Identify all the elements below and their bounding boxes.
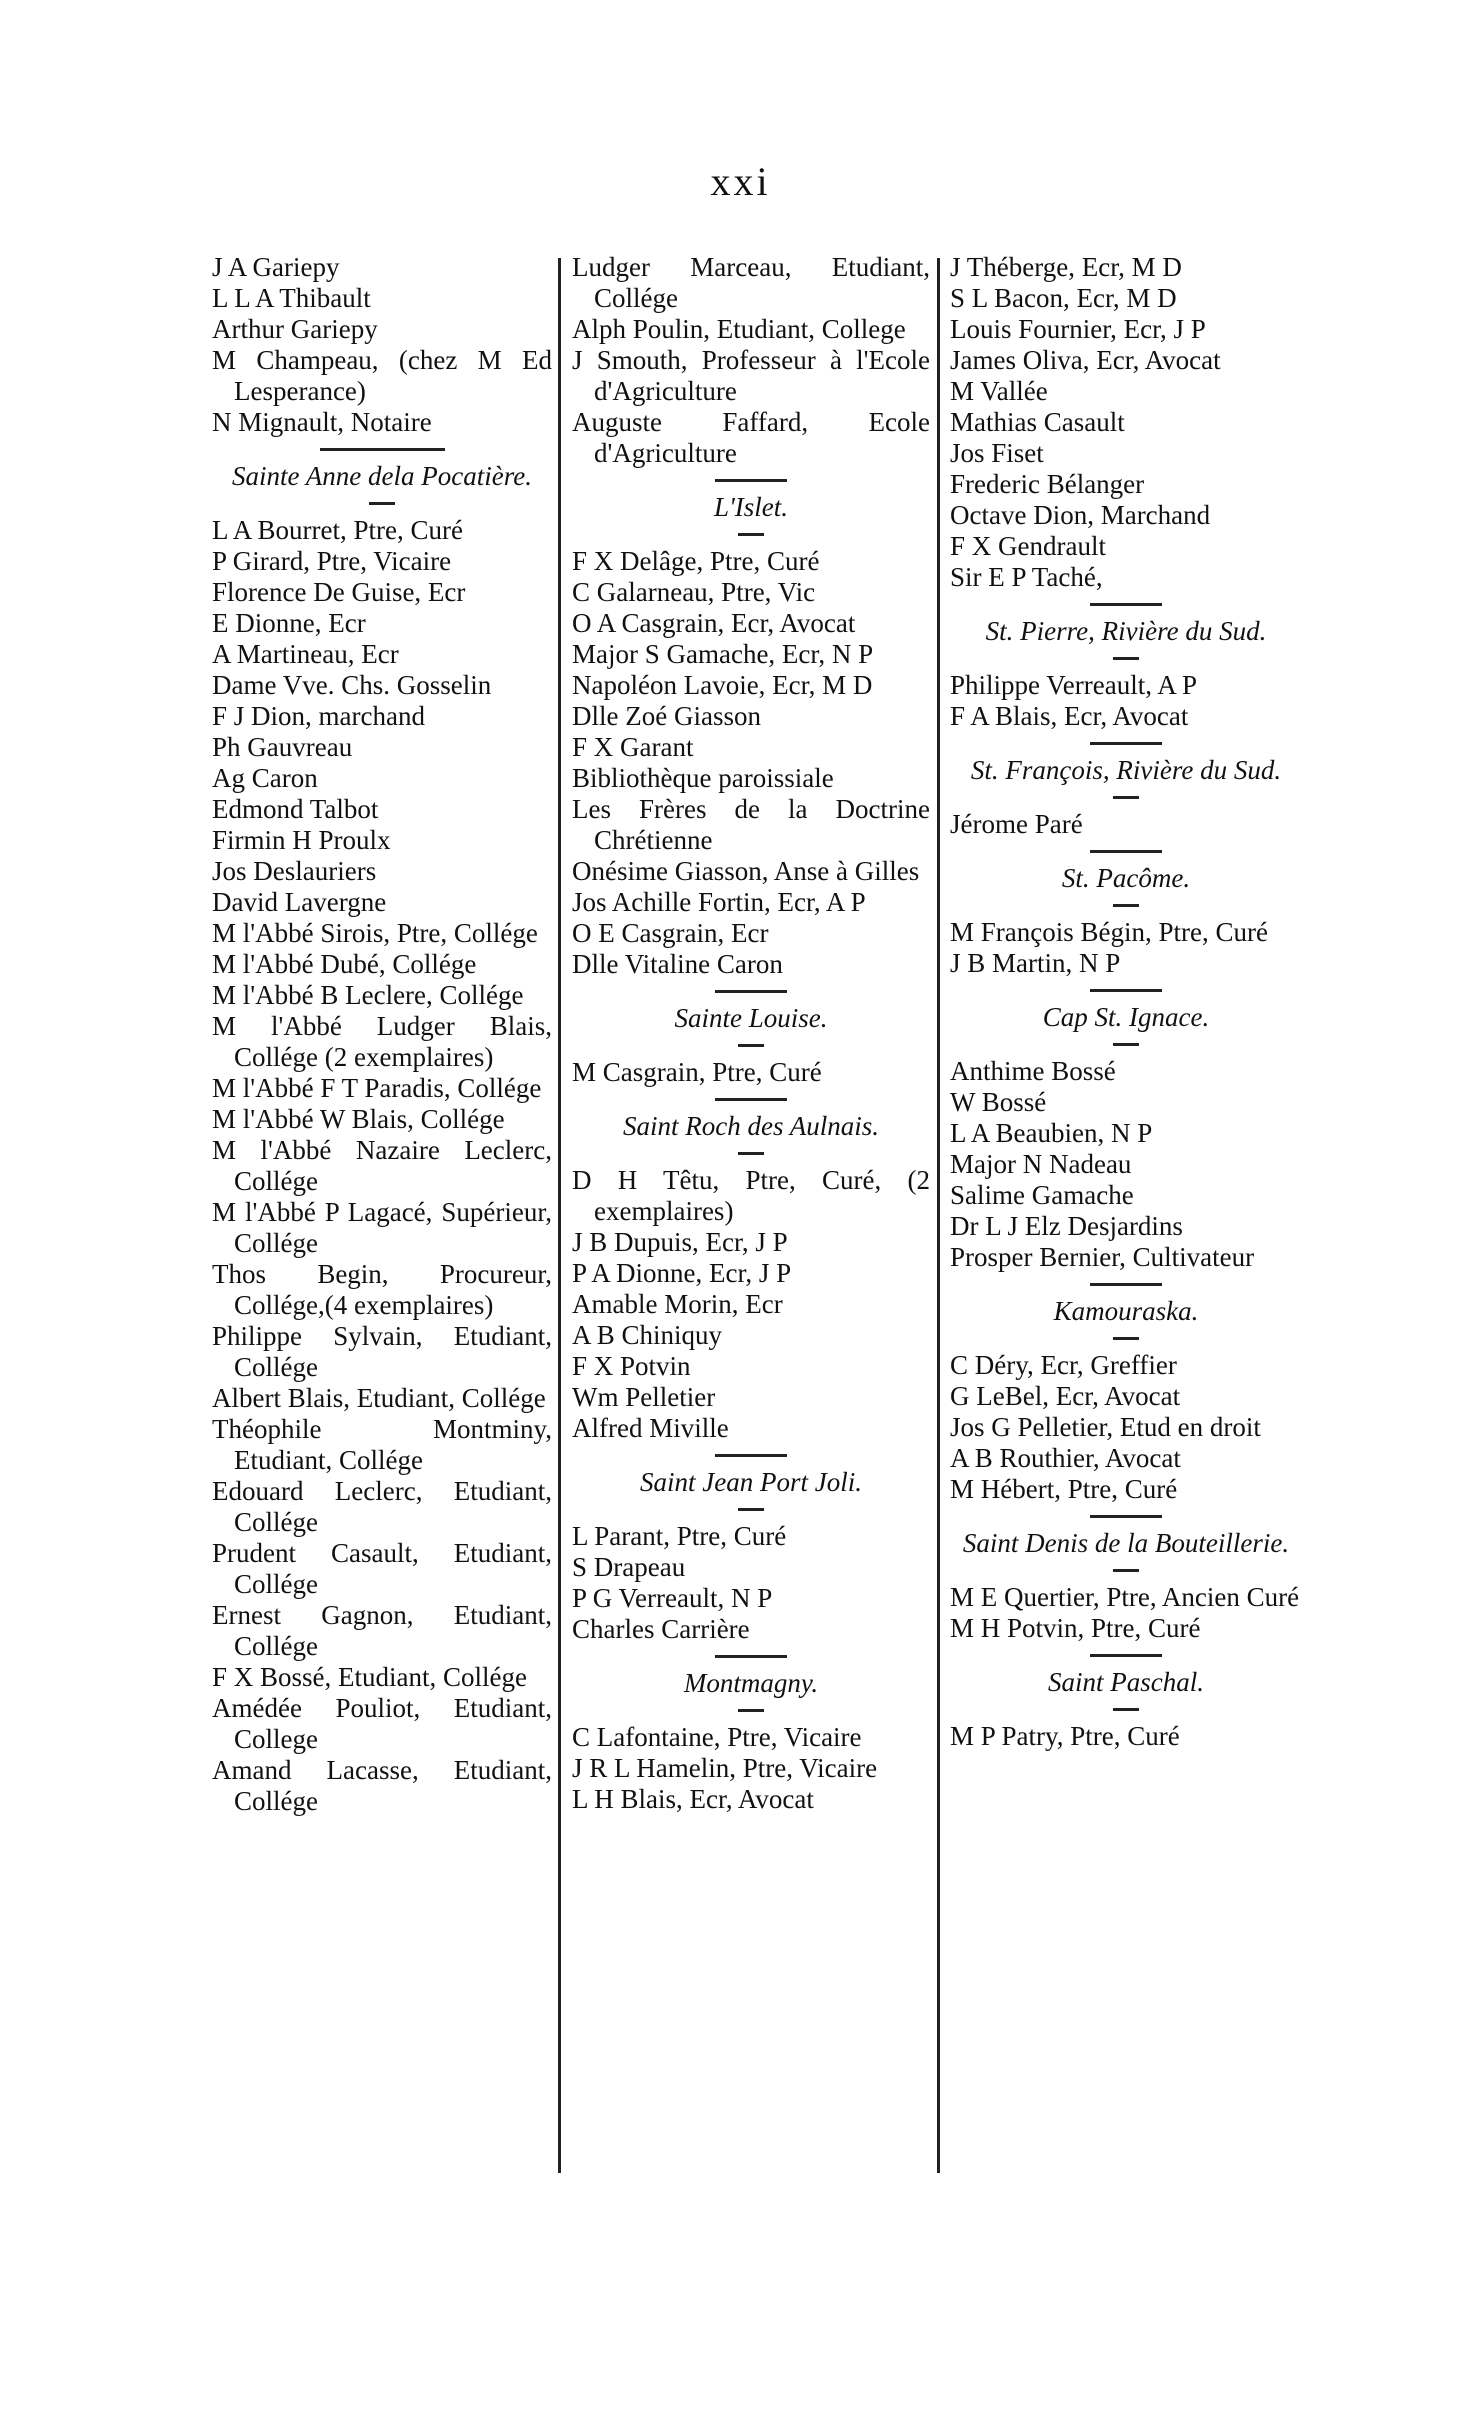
subscriber-entry: Ernest Gagnon, Etudiant, Collége (212, 1600, 552, 1661)
subscriber-entry: L L A Thibault (212, 283, 371, 313)
section-heading: Cap St. Ignace. (1042, 1002, 1210, 1032)
subscriber-entry: J Théberge, Ecr, M D (950, 252, 1182, 282)
subscriber-entry: A B Routhier, Avocat (950, 1443, 1181, 1473)
section-heading: Saint Jean Port Joli. (640, 1467, 862, 1497)
subscriber-entry: M P Patry, Ptre, Curé (950, 1721, 1180, 1751)
subscriber-entry: James Oliva, Ecr, Avocat (950, 345, 1221, 375)
subscriber-entry: Major N Nadeau (950, 1149, 1132, 1179)
subscriber-entry: M E Quertier, Ptre, Ancien Curé (950, 1582, 1300, 1612)
subscriber-entry: Edouard Leclerc, Etudiant, Collége (212, 1476, 552, 1537)
subscriber-entry: M Hébert, Ptre, Curé (950, 1474, 1178, 1504)
subscriber-entry: L A Beaubien, N P (950, 1118, 1153, 1148)
subscriber-entry: G LeBel, Ecr, Avocat (950, 1381, 1181, 1411)
heading-dash (738, 533, 764, 536)
heading-dash (738, 1152, 764, 1155)
subscriber-list (572, 1057, 930, 1088)
section-rule (1090, 603, 1162, 606)
subscriber-entry: Wm Pelletier (572, 1382, 716, 1412)
section-heading: Saint Paschal. (1048, 1667, 1204, 1697)
subscriber-entry: M l'Abbé Ludger Blais, Collége (2 exemplaires) (212, 1011, 552, 1072)
subscriber-entry: Frederic Bélanger (950, 469, 1145, 499)
subscriber-entry: Dame Vve. Chs. Gosselin (212, 670, 492, 700)
subscriber-entry: F X Delâge, Ptre, Curé (572, 546, 820, 576)
subscriber-entry: M Champeau, (chez M Ed Lesperance) (212, 345, 552, 406)
column-divider (558, 258, 561, 2173)
column-right (950, 252, 1302, 1752)
subscriber-entry: Anthime Bossé (950, 1056, 1116, 1086)
section-rule (715, 1098, 787, 1101)
heading-dash (738, 1044, 764, 1047)
subscriber-entry: Philippe Sylvain, Etudiant, Collége (212, 1321, 552, 1382)
subscriber-entry: Dr L J Elz Desjardins (950, 1211, 1183, 1241)
subscriber-entry: Major S Gamache, Ecr, N P (572, 639, 874, 669)
subscriber-list (212, 252, 552, 438)
section-rule (1090, 989, 1162, 992)
subscriber-list (572, 1521, 930, 1645)
section-heading: Montmagny. (683, 1668, 819, 1698)
section-rule (715, 1655, 787, 1658)
subscriber-entry: Jos Achille Fortin, Ecr, A P (572, 887, 866, 917)
subscriber-entry: L A Bourret, Ptre, Curé (212, 515, 463, 545)
subscriber-entry: M l'Abbé Sirois, Ptre, Collége (212, 918, 538, 948)
subscriber-entry: Onésime Giasson, Anse à Gilles (572, 856, 920, 886)
heading-dash (369, 502, 395, 505)
subscriber-entry: J B Martin, N P (950, 948, 1121, 978)
subscriber-entry: F A Blais, Ecr, Avocat (950, 701, 1189, 731)
section-heading: Saint Roch des Aulnais. (623, 1111, 879, 1141)
subscriber-list (950, 917, 1302, 979)
heading-dash (1113, 1708, 1139, 1711)
subscriber-entry: M l'Abbé P Lagacé, Supérieur, Collége (212, 1197, 552, 1258)
subscriber-entry: M François Bégin, Ptre, Curé (950, 917, 1268, 947)
heading-dash (1113, 1337, 1139, 1340)
heading-dash (1113, 657, 1139, 660)
subscriber-entry: Louis Fournier, Ecr, J P (950, 314, 1206, 344)
subscriber-entry: F X Potvin (572, 1351, 691, 1381)
section-heading: St. Pacôme. (1061, 863, 1191, 893)
subscriber-entry: M l'Abbé Nazaire Leclerc, Collége (212, 1135, 552, 1196)
section-rule (320, 448, 445, 451)
subscriber-list (572, 1165, 930, 1444)
section-rule (1090, 1283, 1162, 1286)
subscriber-entry: Théophile Montminy, Etudiant, Collége (212, 1414, 552, 1475)
subscriber-entry: Jérome Paré (950, 809, 1083, 839)
subscriber-entry: F J Dion, marchand (212, 701, 425, 731)
subscriber-list (950, 1721, 1302, 1752)
subscriber-list (950, 809, 1302, 840)
subscriber-entry: Prudent Casault, Etudiant, Collége (212, 1538, 552, 1599)
subscriber-entry: Alfred Miville (572, 1413, 729, 1443)
subscriber-entry: Napoléon Lavoie, Ecr, M D (572, 670, 873, 700)
subscriber-list (212, 515, 552, 1817)
heading-dash (738, 1508, 764, 1511)
subscriber-entry: Ph Gauvreau (212, 732, 353, 762)
subscriber-entry: C Galarneau, Ptre, Vic (572, 577, 816, 607)
column-middle (572, 252, 930, 1815)
subscriber-entry: M l'Abbé B Leclere, Collége (212, 980, 524, 1010)
subscriber-entry: L H Blais, Ecr, Avocat (572, 1784, 814, 1814)
section-heading: Sainte Anne dela Pocatière. (232, 461, 532, 491)
subscriber-entry: Les Frères de la Doctrine Chrétienne (572, 794, 930, 855)
subscriber-entry: Amand Lacasse, Etudiant, Collége (212, 1755, 552, 1816)
subscriber-entry: Jos G Pelletier, Etud en droit (950, 1412, 1261, 1442)
subscriber-entry: A B Chiniquy (572, 1320, 723, 1350)
heading-dash (738, 1709, 764, 1712)
subscriber-list (950, 252, 1302, 593)
subscriber-entry: J B Dupuis, Ecr, J P (572, 1227, 788, 1257)
subscriber-list (572, 546, 930, 980)
section-rule (1090, 1515, 1162, 1518)
subscriber-entry: A Martineau, Ecr (212, 639, 399, 669)
subscriber-entry: Dlle Vitaline Caron (572, 949, 783, 979)
subscriber-list (572, 252, 930, 469)
subscriber-entry: Sir E P Taché, (950, 562, 1103, 592)
column-divider (937, 258, 940, 2173)
subscriber-entry: F X Garant (572, 732, 694, 762)
subscriber-entry: J Smouth, Professeur à l'Ecole d'Agriculture (572, 345, 930, 406)
subscriber-entry: M Vallée (950, 376, 1048, 406)
subscriber-entry: Firmin H Proulx (212, 825, 391, 855)
subscriber-entry: Edmond Talbot (212, 794, 379, 824)
section-heading: L'Islet. (713, 492, 789, 522)
subscriber-entry: David Lavergne (212, 887, 387, 917)
subscriber-entry: Arthur Gariepy (212, 314, 378, 344)
subscriber-entry: M H Potvin, Ptre, Curé (950, 1613, 1201, 1643)
subscriber-entry: O E Casgrain, Ecr (572, 918, 769, 948)
subscriber-entry: Jos Fiset (950, 438, 1044, 468)
subscriber-entry: Ag Caron (212, 763, 318, 793)
subscriber-entry: M l'Abbé W Blais, Collége (212, 1104, 505, 1134)
section-heading: Saint Denis de la Bouteillerie. (962, 1528, 1290, 1558)
subscriber-entry: J A Gariepy (212, 252, 340, 282)
subscriber-entry: Dlle Zoé Giasson (572, 701, 761, 731)
subscriber-entry: Albert Blais, Etudiant, Collége (212, 1383, 546, 1413)
page-number: xxi (710, 159, 771, 204)
subscriber-entry: Ludger Marceau, Etudiant, Collége (572, 252, 930, 313)
heading-dash (1113, 1043, 1139, 1046)
subscriber-entry: J R L Hamelin, Ptre, Vicaire (572, 1753, 878, 1783)
subscriber-entry: Philippe Verreault, A P (950, 670, 1197, 700)
subscriber-entry: Amable Morin, Ecr (572, 1289, 783, 1319)
subscriber-entry: S L Bacon, Ecr, M D (950, 283, 1177, 313)
subscriber-entry: P G Verreault, N P (572, 1583, 773, 1613)
section-rule (1090, 742, 1162, 745)
subscriber-list (950, 1056, 1302, 1273)
section-rule (715, 1454, 787, 1457)
subscriber-list (950, 670, 1302, 732)
subscriber-entry: C Lafontaine, Ptre, Vicaire (572, 1722, 862, 1752)
subscriber-entry: Florence De Guise, Ecr (212, 577, 466, 607)
subscriber-entry: P A Dionne, Ecr, J P (572, 1258, 792, 1288)
section-rule (1090, 1654, 1162, 1657)
subscriber-entry: M l'Abbé Dubé, Collége (212, 949, 477, 979)
subscriber-entry: Thos Begin, Procureur, Collége,(4 exemplaires) (212, 1259, 552, 1320)
subscriber-entry: Prosper Bernier, Cultivateur (950, 1242, 1255, 1272)
heading-dash (1113, 904, 1139, 907)
subscriber-entry: S Drapeau (572, 1552, 686, 1582)
subscriber-entry: P Girard, Ptre, Vicaire (212, 546, 452, 576)
subscriber-entry: Alph Poulin, Etudiant, College (572, 314, 906, 344)
section-heading: Kamouraska. (1053, 1296, 1199, 1326)
subscriber-entry: Jos Deslauriers (212, 856, 377, 886)
subscriber-entry: F X Gendrault (950, 531, 1106, 561)
subscriber-entry: Charles Carrière (572, 1614, 750, 1644)
subscriber-entry: M Casgrain, Ptre, Curé (572, 1057, 822, 1087)
subscriber-entry: Octave Dion, Marchand (950, 500, 1211, 530)
section-rule (1090, 850, 1162, 853)
subscriber-entry: Mathias Casault (950, 407, 1125, 437)
subscriber-list (572, 1722, 930, 1815)
subscriber-entry: W Bossé (950, 1087, 1047, 1117)
section-heading: Sainte Louise. (674, 1003, 828, 1033)
section-rule (715, 479, 787, 482)
subscriber-entry: Bibliothèque paroissiale (572, 763, 834, 793)
section-heading: St. Pierre, Rivière du Sud. (985, 616, 1267, 646)
subscriber-list (950, 1582, 1302, 1644)
section-rule (715, 990, 787, 993)
subscriber-entry: L Parant, Ptre, Curé (572, 1521, 787, 1551)
subscriber-entry: Amédée Pouliot, Etudiant, College (212, 1693, 552, 1754)
subscriber-entry: D H Têtu, Ptre, Curé, (2 exemplaires) (572, 1165, 930, 1226)
subscriber-list (950, 1350, 1302, 1505)
section-heading: St. François, Rivière du Sud. (970, 755, 1282, 785)
subscriber-entry: C Déry, Ecr, Greffier (950, 1350, 1177, 1380)
heading-dash (1113, 1569, 1139, 1572)
subscriber-entry: F X Bossé, Etudiant, Collége (212, 1662, 527, 1692)
subscriber-entry: M l'Abbé F T Paradis, Collége (212, 1073, 542, 1103)
subscriber-entry: Auguste Faffard, Ecole d'Agriculture (572, 407, 930, 468)
column-left (212, 252, 552, 1817)
subscriber-entry: O A Casgrain, Ecr, Avocat (572, 608, 856, 638)
subscriber-entry: Salime Gamache (950, 1180, 1134, 1210)
heading-dash (1113, 796, 1139, 799)
subscriber-entry: E Dionne, Ecr (212, 608, 366, 638)
subscriber-entry: N Mignault, Notaire (212, 407, 432, 437)
